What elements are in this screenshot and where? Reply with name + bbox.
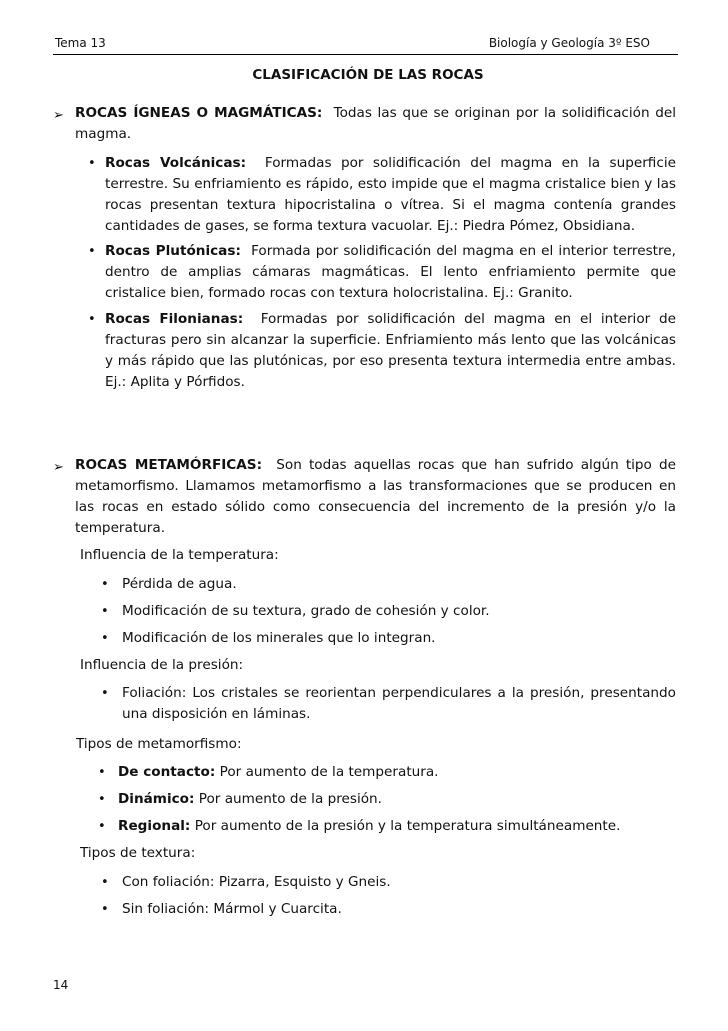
arrow-bullet-icon: ➢	[53, 108, 64, 123]
filonianas-label: Rocas Filonianas:	[105, 311, 244, 327]
page-number: 14	[53, 978, 69, 992]
arrow-bullet-icon: ➢	[53, 460, 64, 475]
dot-bullet-icon: •	[98, 765, 106, 780]
metamorficas-intro: Son todas aquellas rocas que han sufrido algún tipo de metamorfismo. Llamamos metamorfismo a las transformaciones que se producen en las rocas en estado sólido como consecuencia del incremento de la presión y/o la temperatura.	[75, 457, 676, 536]
textura-item-1: Con foliación: Pizarra, Esquisto y Gneis.	[122, 874, 391, 890]
metamorficas-heading: ROCAS METAMÓRFICAS:	[75, 457, 263, 473]
dot-bullet-icon: •	[101, 604, 109, 619]
tipos-heading: Tipos de metamorfismo:	[76, 736, 242, 752]
dot-bullet-icon: •	[101, 631, 109, 646]
metamorficas-paragraph	[75, 455, 676, 539]
plutonicas-label: Rocas Plutónicas:	[105, 243, 241, 259]
plutonicas-paragraph	[105, 241, 676, 304]
temp-item-2: Modificación de su textura, grado de cohesión y color.	[122, 603, 490, 619]
tipo-3-label: Regional:	[118, 818, 191, 834]
volcanicas-paragraph	[105, 153, 676, 237]
igneas-paragraph	[75, 103, 676, 145]
igneas-heading: ROCAS ÍGNEAS O MAGMÁTICAS:	[75, 105, 323, 121]
tipo-item-2	[118, 789, 382, 810]
igneas-intro: Todas las que se originan por la solidificación del magma.	[75, 105, 676, 142]
pres-item-1: Foliación: Los cristales se reorientan perpendiculares a la presión, presentando una disposición en láminas.	[122, 685, 676, 722]
dot-bullet-icon: •	[101, 686, 109, 701]
tipo-1-text: Por aumento de la temperatura.	[219, 764, 439, 780]
tipo-item-3	[118, 816, 620, 837]
dot-bullet-icon: •	[88, 156, 96, 171]
header-left: Tema 13	[55, 36, 106, 50]
temp-heading: Influencia de la temperatura:	[80, 547, 279, 563]
dot-bullet-icon: •	[88, 312, 96, 327]
pres-heading: Influencia de la presión:	[80, 657, 244, 673]
header-right: Biología y Geología 3º ESO	[488, 36, 650, 50]
tipo-3-text: Por aumento de la presión y la temperatura simultáneamente.	[194, 818, 621, 834]
textura-item-2: Sin foliación: Mármol y Cuarcita.	[122, 901, 342, 917]
dot-bullet-icon: •	[101, 902, 109, 917]
temp-item-3: Modificación de los minerales que lo integran.	[122, 630, 436, 646]
volcanicas-text: Formadas por solidificación del magma en la superficie terrestre. Su enfriamiento es rápido, esto impide que el magma cristalice bien y las rocas presentan textura hipocristalina o vítrea. Si el magma contenía grandes cantidades de gases, se forma textura vacuolar. Ej.: Piedra Pómez, Obsidiana.	[105, 155, 676, 234]
header-rule	[53, 54, 678, 55]
dot-bullet-icon: •	[98, 792, 106, 807]
temp-item-1: Pérdida de agua.	[122, 576, 237, 592]
tipo-2-label: Dinámico:	[118, 791, 195, 807]
dot-bullet-icon: •	[101, 577, 109, 592]
volcanicas-label: Rocas Volcánicas:	[105, 155, 247, 171]
filonianas-text: Formadas por solidificación del magma en el interior de fracturas pero sin alcanzar la superficie. Enfriamiento más lento que las volcánicas y más rápido que las plutónicas, por eso presenta textura intermedia entre ambas. Ej.: Aplita y Pórfidos.	[105, 311, 676, 390]
plutonicas-text: Formada por solidificación del magma en el interior terrestre, dentro de amplias cámaras magmáticas. El lento enfriamiento permite que cristalice bien, formado rocas con textura holocristalina. Ej.: Granito.	[105, 243, 676, 301]
tipo-item-1	[118, 762, 439, 783]
page-title: CLASIFICACIÓN DE LAS ROCAS	[252, 67, 484, 83]
dot-bullet-icon: •	[88, 244, 96, 259]
dot-bullet-icon: •	[101, 875, 109, 890]
textura-heading: Tipos de textura:	[80, 845, 196, 861]
filonianas-paragraph	[105, 309, 676, 393]
dot-bullet-icon: •	[98, 819, 106, 834]
tipo-2-text: Por aumento de la presión.	[198, 791, 382, 807]
tipo-1-label: De contacto:	[118, 764, 216, 780]
